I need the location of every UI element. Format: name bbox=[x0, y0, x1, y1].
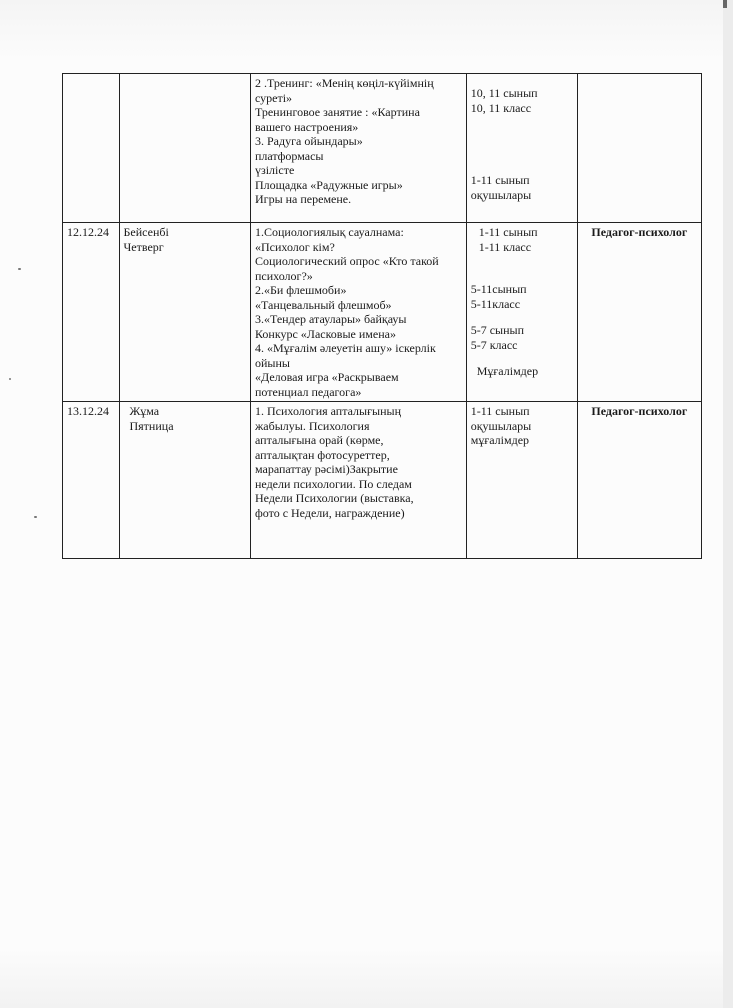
scan-speck bbox=[18, 268, 21, 270]
day-cell bbox=[119, 74, 250, 223]
scan-speck bbox=[9, 378, 11, 380]
schedule-table bbox=[62, 73, 702, 559]
scan-edge bbox=[723, 0, 733, 1008]
table-row bbox=[63, 402, 702, 559]
table-row bbox=[63, 223, 702, 402]
event-cell: 1.Социологиялық сауалнама: «Психолог кім? Социологический опрос «Кто такой психолог?» 2.«Би флешмоби» «Танцевальный флешмоб» 3.«Тендер атаулары» байқауы Конкурс «Ласковые имена» 4. «Мұғалім әлеуетін ашу» іскерлік ойыны «Деловая игра «Раскрываем потенциал педагога» bbox=[250, 223, 466, 402]
audience-cell: 1-11 сынып 1-11 класс 5-11сынып 5-11класс 5-7 сынып 5-7 класс Мұғалімдер bbox=[466, 223, 577, 402]
scan-speck bbox=[34, 516, 37, 518]
event-cell: 1. Психология апталығының жабылуы. Психология апталығына орай (көрме, апталықтан фотосуреттер, марапаттау рәсімі)Закрытие недели психологии. По следам Недели Психологии (выставка, фото с Недели, награждение) bbox=[250, 402, 466, 559]
audience-cell: 10, 11 сынып 10, 11 класс 1-11 сынып оқушылары bbox=[466, 74, 577, 223]
table-row bbox=[63, 74, 702, 223]
scan-mark bbox=[723, 0, 727, 8]
day-cell: Бейсенбі Четверг bbox=[119, 223, 250, 402]
event-cell: 2 .Тренинг: «Менің көңіл-күйімнің суреті» Тренинговое занятие : «Картина вашего настроения» 3. Радуга ойындары» платформасы үзілісте Площадка «Радужные игры» Игры на перемене. bbox=[250, 74, 466, 223]
responsible-cell: Педагог-психолог bbox=[577, 223, 701, 402]
date-cell: 13.12.24 bbox=[63, 402, 120, 559]
audience-cell: 1-11 сынып оқушылары мұғалімдер bbox=[466, 402, 577, 559]
date-cell: 12.12.24 bbox=[63, 223, 120, 402]
responsible-cell: Педагог-психолог bbox=[577, 402, 701, 559]
responsible-cell bbox=[577, 74, 701, 223]
day-cell: Жұма Пятница bbox=[119, 402, 250, 559]
date-cell bbox=[63, 74, 120, 223]
